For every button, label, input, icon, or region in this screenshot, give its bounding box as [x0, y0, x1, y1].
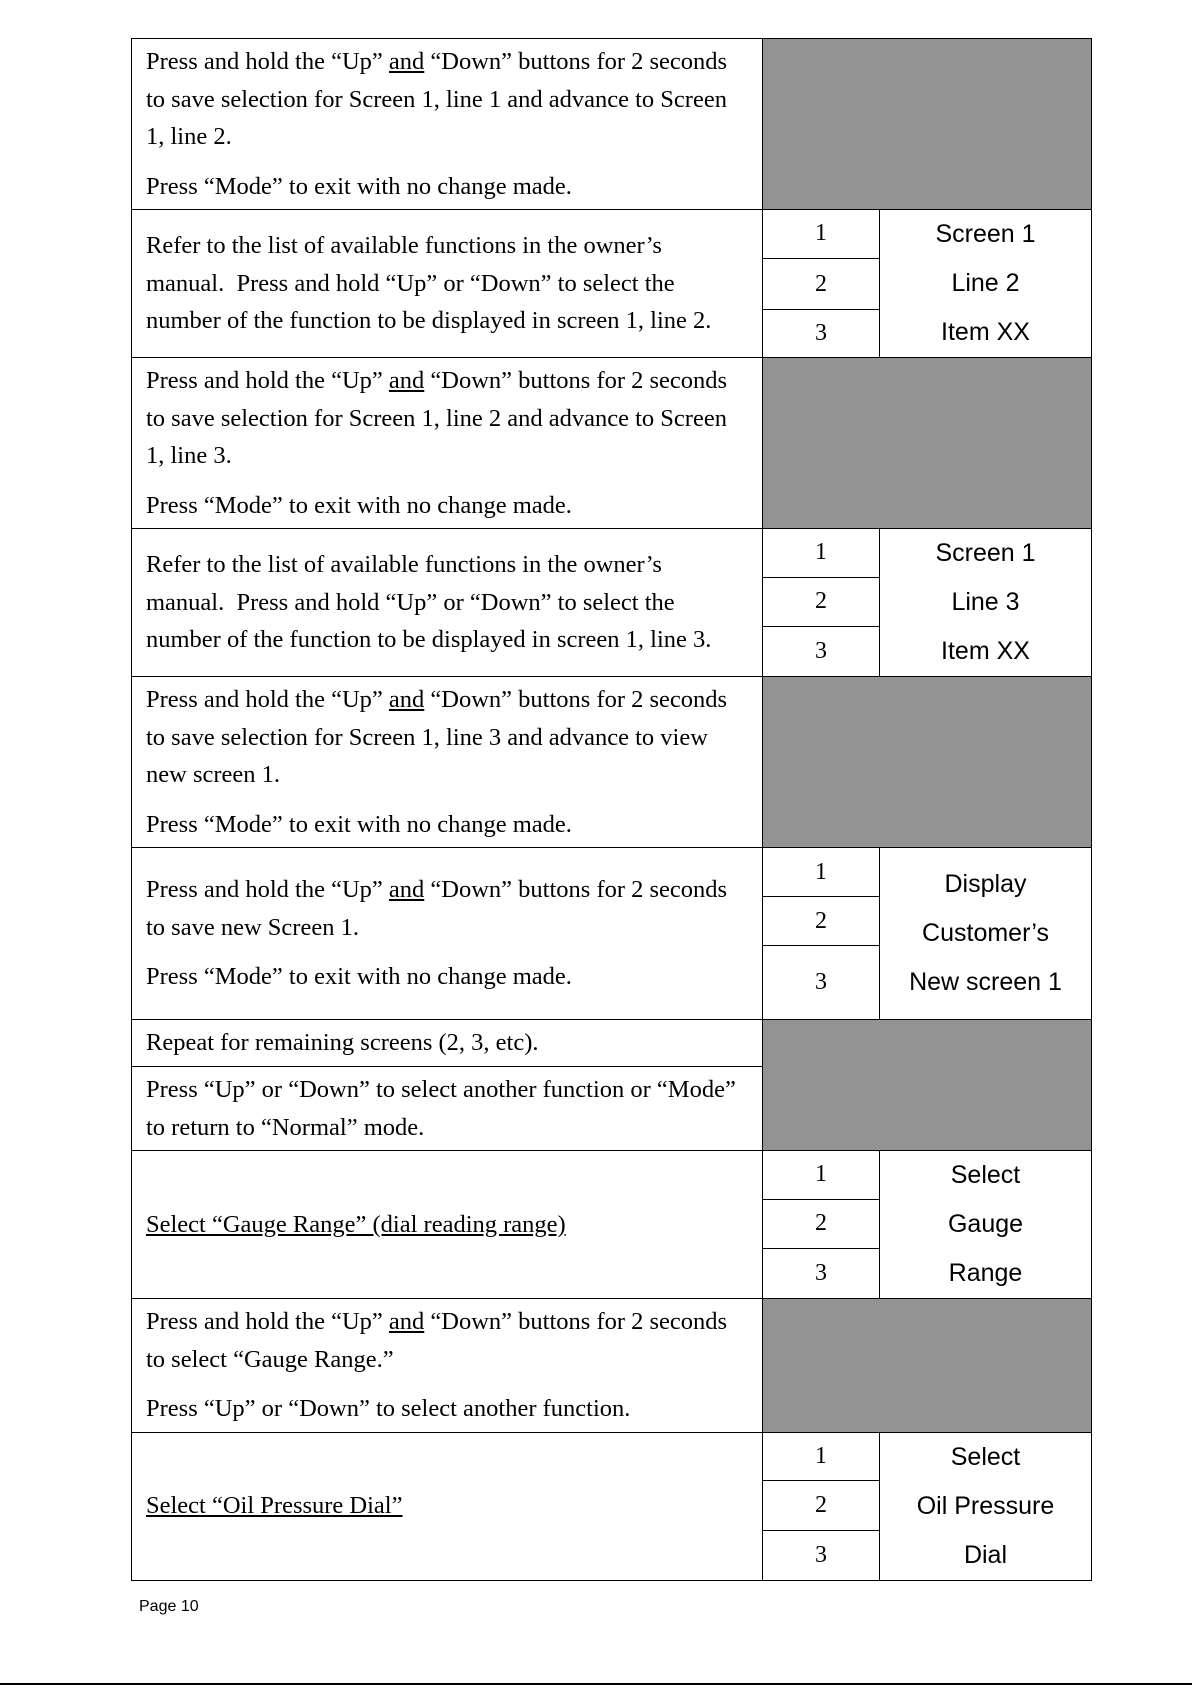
display-line: Select	[950, 1161, 1021, 1189]
function-heading: Select “Oil Pressure Dial”	[146, 1492, 403, 1520]
line-number: 1	[763, 1432, 880, 1481]
step-text: Press “Up” or “Down” to select another function.	[146, 1395, 631, 1422]
step-text: Press and hold the “Up” and “Down” buttons for 2 seconds to save selection for Screen 1, line 3 and advance to view new screen 1.	[146, 686, 728, 788]
shaded-cell	[763, 358, 1092, 529]
display-line: Line 2	[951, 269, 1020, 297]
line-number: 1	[763, 529, 880, 578]
display-screen-text	[880, 210, 1092, 358]
step-text: Press and hold the “Up” and “Down” buttons for 2 seconds to select “Gauge Range.”	[146, 1308, 728, 1373]
display-screen-text	[880, 1432, 1092, 1580]
display-line: Item XX	[941, 318, 1030, 346]
step-text: Press and hold the “Up” and “Down” buttons for 2 seconds to save selection for Screen 1, line 1 and advance to Screen 1, line 2.	[146, 48, 728, 150]
step-text: Refer to the list of available functions in the owner’s manual. Press and hold “Up” or “Down” to select the number of the function to be displayed in screen 1, line 3.	[146, 551, 712, 654]
display-line: Customer’s	[922, 919, 1049, 947]
step-text: Press and hold the “Up” and “Down” buttons for 2 seconds to save selection for Screen 1, line 2 and advance to Screen 1, line 3.	[146, 367, 728, 469]
table-row	[132, 1432, 1092, 1481]
shaded-cell	[763, 1020, 1092, 1151]
step-description	[132, 677, 763, 848]
display-line: Gauge	[947, 1210, 1024, 1238]
display-line: Item XX	[941, 637, 1030, 665]
table-row	[132, 39, 1092, 210]
line-number: 2	[763, 1199, 880, 1249]
line-number: 3	[763, 627, 880, 677]
display-screen-text	[880, 529, 1092, 677]
step-heading	[132, 1151, 763, 1299]
step-text: Press and hold the “Up” and “Down” buttons for 2 seconds to save new Screen 1.	[146, 876, 728, 941]
line-number: 2	[763, 897, 880, 946]
step-description	[132, 529, 763, 677]
display-line: New screen 1	[909, 968, 1062, 996]
step-text: Press “Mode” to exit with no change made.	[146, 491, 572, 519]
line-number: 1	[763, 1151, 880, 1200]
line-number: 3	[763, 310, 880, 358]
display-line: Range	[948, 1259, 1023, 1287]
table-row	[132, 848, 1092, 897]
line-number: 2	[763, 1481, 880, 1531]
table-row	[132, 529, 1092, 578]
step-text: Press “Mode” to exit with no change made.	[146, 963, 572, 991]
display-line: Screen 1	[935, 220, 1036, 248]
page-number: Page 10	[139, 1598, 199, 1615]
function-heading: Select “Gauge Range” (dial reading range)	[146, 1210, 566, 1238]
step-text: Press “Mode” to exit with no change made.	[146, 172, 572, 200]
table-row	[132, 358, 1092, 529]
step-text: Press “Up” or “Down” to select another function or “Mode” to return to “Normal” mode.	[146, 1076, 736, 1141]
table-row	[132, 1020, 1092, 1067]
display-screen-text	[880, 1151, 1092, 1299]
step-description	[132, 1067, 763, 1151]
table-row	[132, 677, 1092, 848]
step-description	[132, 1020, 763, 1067]
line-number: 3	[763, 1531, 880, 1580]
display-screen-text	[880, 848, 1092, 1020]
table-row	[132, 1299, 1092, 1433]
step-description	[132, 39, 763, 210]
display-line: Oil Pressure	[916, 1491, 1055, 1520]
shaded-cell	[763, 39, 1092, 210]
line-number: 3	[763, 946, 880, 1020]
step-text: Repeat for remaining screens (2, 3, etc).	[146, 1029, 539, 1057]
shaded-cell	[763, 677, 1092, 848]
step-description	[132, 358, 763, 529]
line-number: 3	[763, 1249, 880, 1299]
step-heading	[132, 1432, 763, 1580]
line-number: 2	[763, 577, 880, 627]
shaded-cell	[763, 1299, 1092, 1433]
display-line: Display	[944, 870, 1027, 898]
line-number: 1	[763, 210, 880, 259]
table-row	[132, 1151, 1092, 1200]
step-description	[132, 848, 763, 1020]
display-line: Screen 1	[935, 539, 1036, 567]
instruction-table	[131, 38, 1092, 1581]
line-number: 2	[763, 258, 880, 309]
display-line: Select	[950, 1442, 1021, 1471]
step-text: Refer to the list of available functions in the owner’s manual. Press and hold “Up” or “Down” to select the number of the function to be displayed in screen 1, line 2.	[146, 232, 712, 335]
step-description	[132, 1299, 763, 1433]
table-row	[132, 210, 1092, 259]
line-number: 1	[763, 848, 880, 897]
step-description	[132, 210, 763, 358]
display-line: Dial	[963, 1540, 1008, 1569]
display-line: Line 3	[951, 588, 1020, 616]
step-text: Press “Mode” to exit with no change made.	[146, 810, 572, 838]
